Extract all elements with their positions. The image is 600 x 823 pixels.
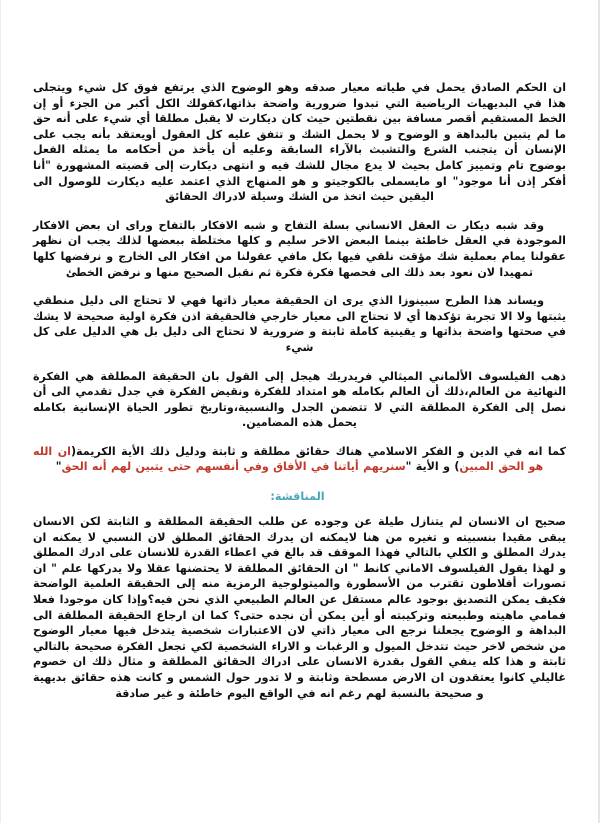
scripture-intro-text: كما انه في الدين و الفكر الاسلامي هناك حقائق مطلقة و ثابتة ودليل ذلك الأية الكريمة( xyxy=(70,444,566,458)
scripture-closing-quote: " xyxy=(55,460,62,474)
paragraph-islamic-thought xyxy=(33,444,566,475)
paragraph-apple-basket-analogy: وقد شبه ديكار ت العقل الانساني بسلة التفاح و شبه الافكار بالتفاح وراى ان بعض الافكار الموجودة في العقل خاطئة بينما البعض الاخر سليم و كلها مختلطة ببعضها لذلك يجب ان نظهر عقولنا يمام بعملية شك مؤقت نلقي فيها بكل مافي عقولنا من افكار الى الخارج و نرفضها كلها تمهيدا لان نعود بعد ذلك الى فحصها فكرة فكرة ثم نقبل الصحيح منها و نرفض الخطئ xyxy=(33,218,566,279)
paragraph-hegel: ذهب الفيلسوف الألماني الميثالي فريدريك هيجل إلى القول بان الحقيقة المطلقة هي الفكرة النهائية من العالم،ذلك أن العالم بكامله هو امتداد للفكرة ونقيض الفكرة في جدل تقدمي الى أن نصل إلى الفكرة المطلقة التي لا تتضمن الجدل والنسبية،وتاريخ تطور الحياة الإنسانية بكامله يحمل هذه المضامين. xyxy=(33,369,566,430)
paragraph-descartes-clarity: ان الحكم الصادق يحمل في طياته معيار صدقه وهو الوضوح الذي يرتفع فوق كل شيء ويتجلى هذا في البديهيات الرياضية التي تبدوا ضرورية واضحة بذاتها،كقولك الكل أكبر من الجزء أو إن الخط المستقيم أقصر مسافة بين نقطتين حيث كان ديكارت لا يقبل مطلقا أي شيء على أنه حق ما لم يتبين بالبداهة و الوضوح و لا يحمل الشك و تتفق عليه كل العقول أويعتقد بأنه يجب على الإنسان أن يتجنب الشرع والتشبث بالآراء السابقة وعليه أن يأخذ من أحكامه ما يمثله الفعل بوضوح تام وتمييز كامل بحيث لا يدع مجال للشك فيه و انتهى ديكارت إلى قضيته المشهورة "أنا أفكر إذن أنا موجود" او مايسملى بالكوجيتو و هو المنهاج الذي اعتمد عليه ديكارت للوصول الى اليقين حيث اتخذ من الشك وسيلة لادراك الحقائق xyxy=(33,81,566,204)
quran-verse-second: سنريهم أياتنا في الأفاق وفي أنفسهم حتى يتبين لهم أنه الحق xyxy=(61,460,406,474)
quran-verse-first: ان الله هو الحق المبين xyxy=(33,444,544,474)
document-body xyxy=(33,80,566,701)
scripture-middle-text: ) و الأية " xyxy=(405,460,460,474)
paragraph-spinoza: ويساند هذا الطرح سبينوزا الذي يرى ان الحقيقة معيار ذاتها فهي لا تحتاج الى دليل منطقي يثبتها ولا الا تجربة تؤكدها أي لا تحتاج الى معيار خارجي فالحقيقة اذن فكرة اولية صحيحة لا يشك في صحتها واضحة بذاتها و يقينية كاملة ثابتة و ضرورية لا تحتاج الى دليل بل هي الدليل على كل شيء xyxy=(33,294,566,354)
section-heading-discussion: المناقشة: xyxy=(270,490,325,504)
paragraph-discussion-body: صحيح ان الانسان لم يتنازل طيلة عن وجوده عن طلب الحقيقة المطلقة و الثابتة لكن الانسان يبقى مقيدا بنسبيته و تغيره من هنا لايمكنه ان يدرك الحقائق المطلق لان النسبي لا يمكنه ان يدرك المطلق و الكلي بالتالي فهذا الموقف قد بالغ في اعطاء القدرة للانسان على ادرك المطلق و لهذا يقول الفيلسوف الاماني كانط " ان الحقائق المطلقة لا يحتضنها عقلا ولا يدركها علم " ان تصورات أفلاطون تقترب من الأسطورة والميتولوجية الرمزية منه إلى الحقيقة العلمية الواضحة فكيف يمكن التصديق بوجود عالم مستقل عن العالم الطبيعي الذي نحن فيه؟وإذا كان موجودا فعلا فمامي ماهيته وطبيعته وتركيبته أو أين يمكن أن نجده حتى؟ كما ان ارجاع الحقيقة المطلقة الى البداهة و الوضوح يجعلنا نرجع الى معيار ذاتي لان الاعتبارات شخصية يتدخل فيها معيار الوضوح من شخص لاخر حيث تتدخل الميول و الرغبات و الاراء الشخصية لكي تجعل الفكرة صحيحة بالتالي ثابتة و هذا كله ينفي القول بقدرة الانسان على ادراك الحقائق المطلقة و مثال ذلك ان خصوم غاليلي كانوا يعتقدون ان الارض مسطحة وثابتة و لا تدور حول الشمس و كانت هذه حقائق بديهية و صحيحة بالنسبة لهم رغم انه في الواقع اليوم خاطئة و غير صادقة xyxy=(33,515,566,700)
